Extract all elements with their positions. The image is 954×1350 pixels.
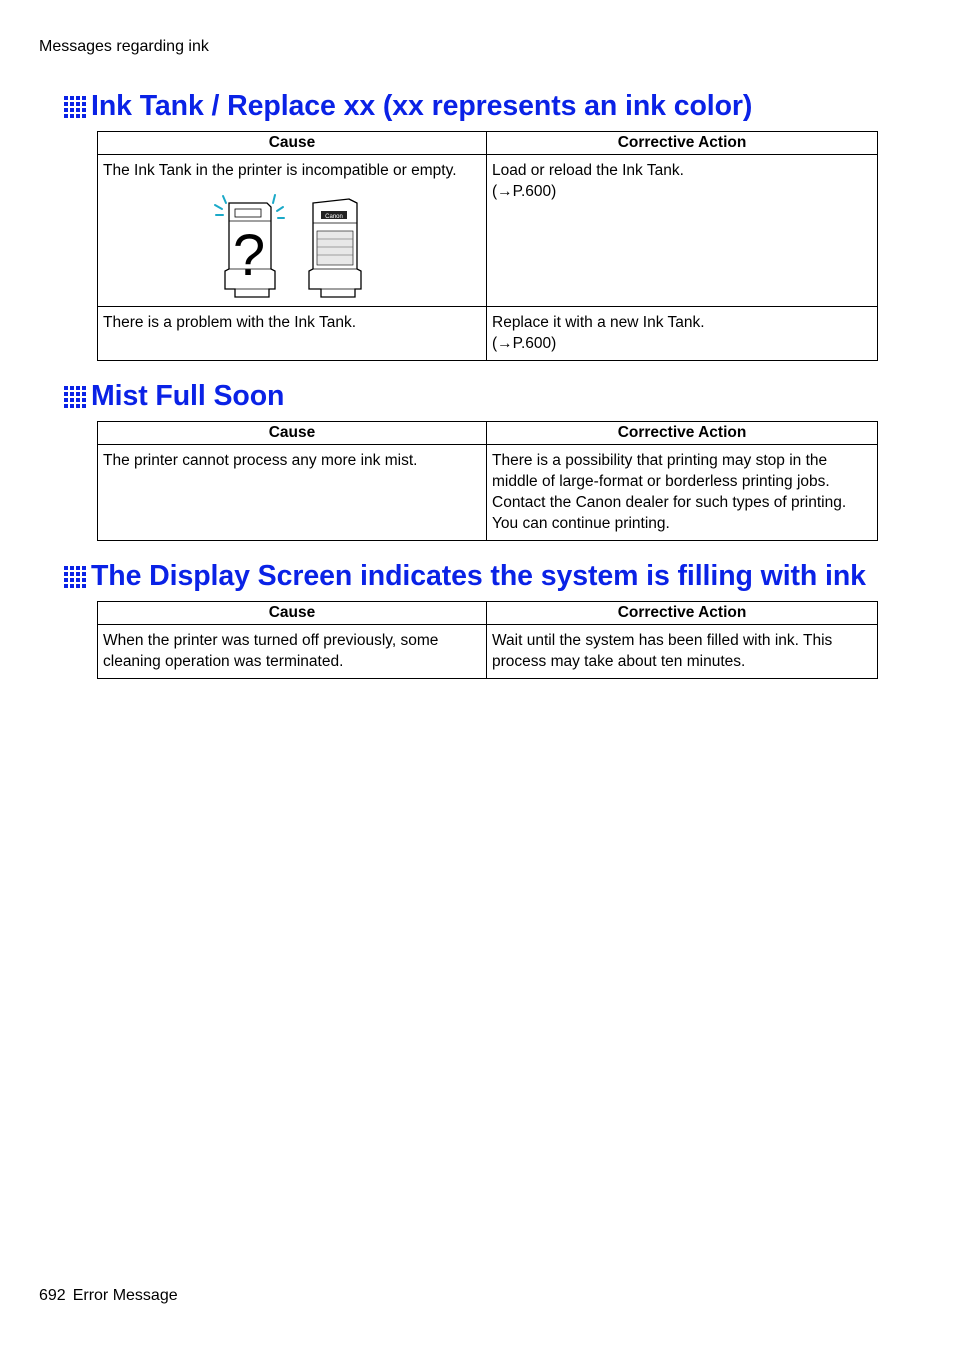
section-heading-mist-full bbox=[64, 380, 284, 413]
action-text-line: There is a possibility that printing may stop in the bbox=[492, 452, 828, 469]
cause-text-line: cleaning operation was terminated. bbox=[103, 653, 344, 670]
grid-bullet-icon bbox=[64, 566, 86, 588]
table-header-row bbox=[98, 132, 878, 155]
cause-text: The printer cannot process any more ink mist. bbox=[103, 452, 418, 469]
section-title: The Display Screen indicates the system is filling with ink bbox=[91, 560, 866, 592]
cause-text-line: When the printer was turned off previously, some bbox=[103, 632, 439, 649]
table-row bbox=[98, 155, 878, 307]
action-text-line: You can continue printing. bbox=[492, 515, 670, 532]
action-cell bbox=[487, 307, 878, 361]
action-cell bbox=[487, 625, 878, 679]
cause-cell bbox=[98, 307, 487, 361]
table-row bbox=[98, 445, 878, 541]
header-action: Corrective Action bbox=[487, 602, 878, 625]
header-action: Corrective Action bbox=[487, 132, 878, 155]
section-heading-filling-ink bbox=[64, 560, 866, 593]
table-ink-tank bbox=[97, 131, 878, 361]
cause-cell bbox=[98, 625, 487, 679]
ink-tank-illustration bbox=[213, 191, 481, 299]
ink-tank-brand: Canon bbox=[325, 214, 343, 220]
ink-tank-icon bbox=[299, 191, 373, 299]
action-text-line: process may take about ten minutes. bbox=[492, 653, 746, 670]
section-heading-ink-tank bbox=[64, 90, 752, 123]
grid-bullet-icon bbox=[64, 386, 86, 408]
table-filling-ink bbox=[97, 601, 878, 679]
table-header-row bbox=[98, 422, 878, 445]
footer-section: Error Message bbox=[72, 1287, 178, 1304]
table-header-row bbox=[98, 602, 878, 625]
action-text: Replace it with a new Ink Tank. bbox=[492, 314, 705, 331]
action-text: Load or reload the Ink Tank. bbox=[492, 162, 684, 179]
cause-cell bbox=[98, 445, 487, 541]
table-row bbox=[98, 625, 878, 679]
cause-text: There is a problem with the Ink Tank. bbox=[103, 314, 357, 331]
action-text-line: Contact the Canon dealer for such types of printing. bbox=[492, 494, 847, 511]
cause-text: The Ink Tank in the printer is incompatible or empty. bbox=[103, 162, 457, 179]
page-footer bbox=[39, 1287, 178, 1305]
header-action: Corrective Action bbox=[487, 422, 878, 445]
page-reference-link[interactable]: (→P.600) bbox=[492, 183, 557, 200]
action-text-line: middle of large-format or borderless printing jobs. bbox=[492, 473, 830, 490]
cause-cell bbox=[98, 155, 487, 307]
header-cause: Cause bbox=[98, 602, 487, 625]
grid-bullet-icon bbox=[64, 96, 86, 118]
table-mist-full bbox=[97, 421, 878, 541]
header-cause: Cause bbox=[98, 132, 487, 155]
section-title: Ink Tank / Replace xx (xx represents an ink color) bbox=[91, 90, 753, 122]
action-cell bbox=[487, 155, 878, 307]
action-cell bbox=[487, 445, 878, 541]
unknown-ink-tank-icon bbox=[213, 191, 285, 299]
question-mark: ? bbox=[232, 223, 266, 288]
action-text-line: Wait until the system has been filled with ink. This bbox=[492, 632, 833, 649]
page-number: 692 bbox=[39, 1287, 66, 1304]
running-head: Messages regarding ink bbox=[39, 38, 209, 55]
page-reference-link[interactable]: (→P.600) bbox=[492, 335, 557, 352]
section-title: Mist Full Soon bbox=[91, 380, 285, 412]
table-row bbox=[98, 307, 878, 361]
header-cause: Cause bbox=[98, 422, 487, 445]
